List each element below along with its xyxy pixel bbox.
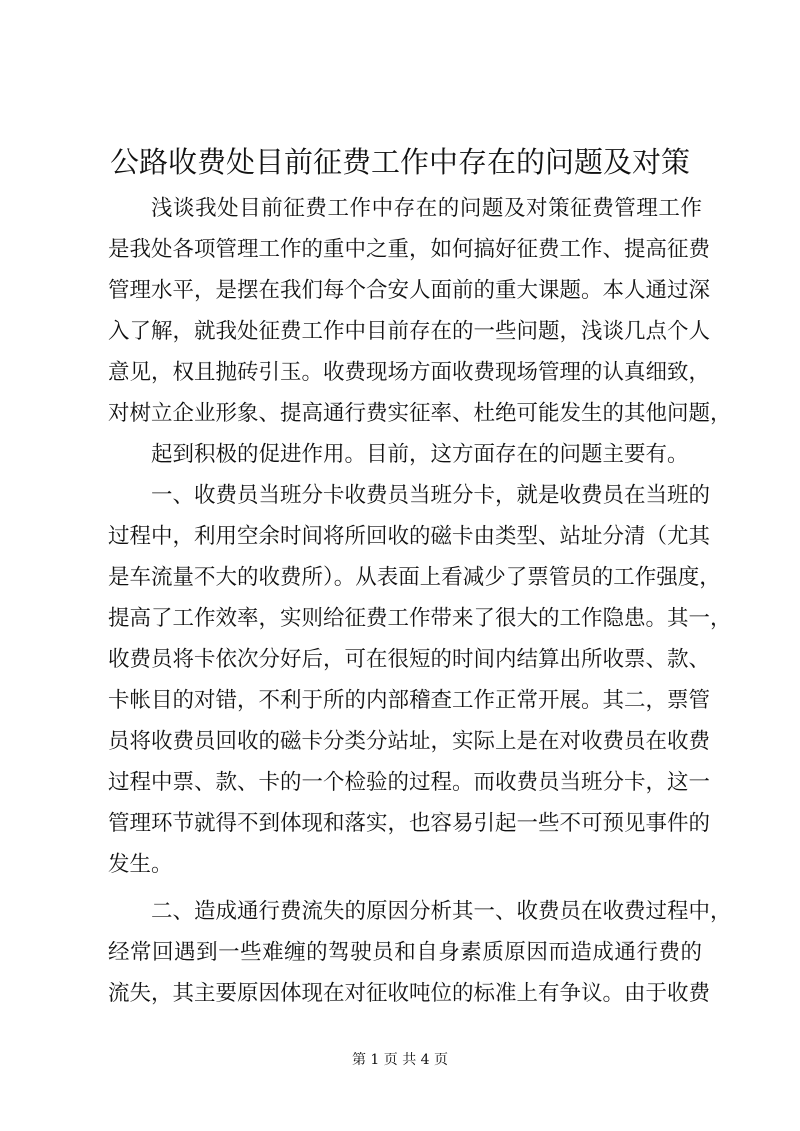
document-body (108, 188, 732, 1014)
body-line: 管理环节就得不到体现和落实，也容易引起一些不可预见事件的 (108, 811, 711, 836)
body-line: 员将收费员回收的磁卡分类分站址，实际上是在对收费员在收费 (108, 729, 711, 754)
body-line: 过程中，利用空余时间将所回收的磁卡由类型、站址分清（尤其 (108, 524, 711, 549)
body-line: 二、造成通行费流失的原因分析其一、收费员在收费过程中， (151, 899, 732, 924)
body-line: 收费员将卡依次分好后，可在很短的时间内结算出所收票、款、 (108, 647, 711, 672)
body-line: 浅谈我处目前征费工作中存在的问题及对策征费管理工作 (151, 196, 702, 221)
body-line: 入了解，就我处征费工作中目前存在的一些问题，浅谈几点个人 (108, 319, 711, 344)
body-line: 是我处各项管理工作的重中之重，如何搞好征费工作、提高征费 (108, 237, 711, 262)
body-line: 过程中票、款、卡的一个检验的过程。而收费员当班分卡，这一 (108, 770, 711, 795)
document-title: 公路收费处目前征费工作中存在的问题及对策 (109, 145, 690, 179)
body-line: 经常回遇到一些难缠的驾驶员和自身素质原因而造成通行费的 (108, 940, 702, 965)
body-line: 提高了工作效率，实则给征费工作带来了很大的工作隐患。其一， (108, 606, 732, 631)
body-line: 是车流量不大的收费所）。从表面上看减少了票管员的工作强度， (108, 565, 721, 590)
body-line: 流失，其主要原因体现在对征收吨位的标准上有争议。由于收费 (108, 981, 711, 1006)
body-line: 起到积极的促进作用。目前，这方面存在的问题主要有。 (151, 442, 689, 467)
body-line: 卡帐目的对错，不利于所的内部稽查工作正常开展。其二，票管 (108, 688, 711, 713)
body-line: 意见，权且抛砖引玉。收费现场方面收费现场管理的认真细致， (108, 360, 711, 385)
body-line: 对树立企业形象、提高通行费实征率、杜绝可能发生的其他问题， (108, 401, 732, 426)
body-line: 一、收费员当班分卡收费员当班分卡，就是收费员在当班的 (151, 483, 711, 508)
body-line: 发生。 (108, 852, 173, 877)
page-footer: 第 1 页 共 4 页 (351, 1052, 449, 1068)
body-line: 管理水平，是摆在我们每个合安人面前的重大课题。本人通过深 (108, 278, 711, 303)
